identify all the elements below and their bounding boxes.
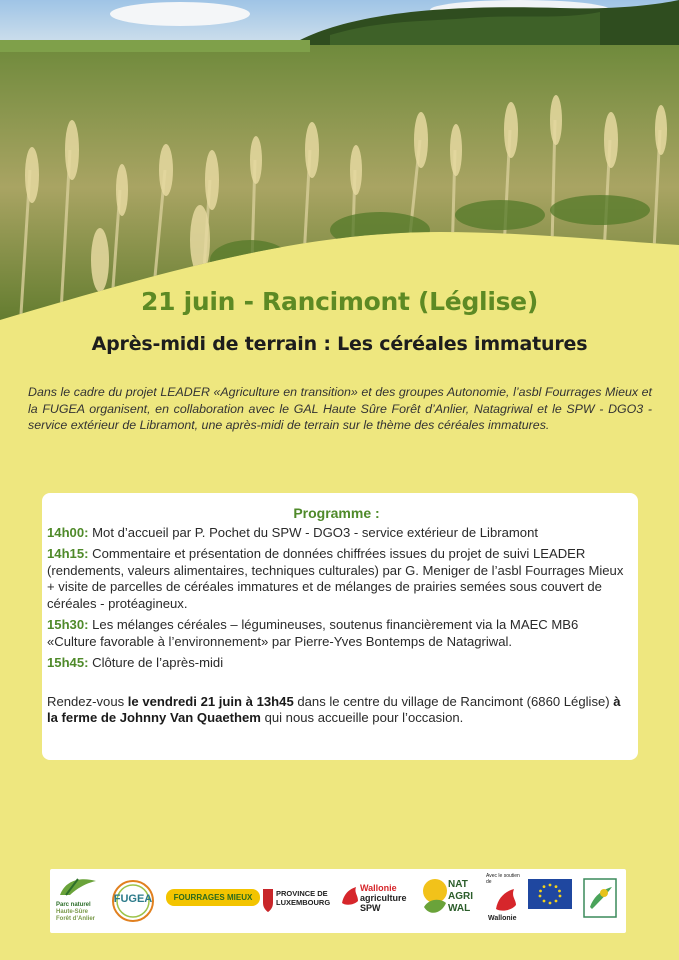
logo-text: WAL (448, 903, 471, 914)
eu-flag-logo (528, 879, 574, 923)
logo-text: AGRI (448, 891, 473, 902)
logo-text: Wallonie (360, 883, 397, 893)
logo-text: Wallonie (488, 915, 517, 922)
leader-logo (582, 877, 622, 927)
program-item (47, 546, 626, 612)
program-item (47, 617, 626, 650)
program-text: Clôture de l’après-midi (88, 655, 224, 670)
program-item (47, 525, 626, 542)
program-time: 14h00: (47, 524, 89, 540)
logo-text: Parc naturel (56, 902, 91, 908)
wheat-field-photo (0, 0, 679, 330)
event-title: 21 juin - Rancimont (Léglise) (141, 287, 538, 316)
leaf-icon (56, 875, 102, 897)
leader-icon (582, 877, 618, 921)
program-box (42, 493, 638, 760)
program-title: Programme : (293, 505, 380, 521)
program-text: Commentaire et présentation de données chiffrées issues du projet de suivi LEADER (rendements, valeurs alimentaires, techniques culturales) par G. Meniger de l’asbl Fourrages Mieux + visite de parcelles de céréales immatures et de mélanges de prairies semées sous couvert de céréales - protéagineux. (47, 546, 624, 611)
event-subtitle: Après-midi de terrain : Les céréales immatures (91, 333, 588, 355)
fugea-logo (104, 879, 164, 923)
logo-text: SPW (360, 903, 381, 913)
rooster-icon (340, 885, 360, 907)
logo-text: FOURRAGES MIEUX (166, 889, 260, 906)
rooster-icon (494, 887, 518, 913)
parc-naturel-logo (56, 875, 102, 927)
logo-text: Haute-Sûre (56, 909, 89, 915)
logo-text: Forêt d’Anlier (56, 916, 96, 922)
program-time: 14h15: (47, 546, 89, 561)
eu-flag-icon (528, 879, 572, 909)
rdv-place: à la ferme de Johnny Van Quaethem (47, 693, 621, 725)
logo-text: agriculture (360, 893, 407, 903)
program-time: 15h45: (47, 655, 89, 670)
partner-logos-bar (50, 869, 626, 933)
rdv-date: le vendredi 21 juin à 13h45 (127, 693, 294, 709)
logo-text: NAT (448, 879, 468, 890)
program-item (47, 655, 626, 672)
rdv-part: Rendez-vous (47, 693, 128, 709)
natagriwal-logo (422, 877, 472, 927)
province-luxembourg-logo (262, 887, 336, 917)
rdv-part: qui nous accueille pour l’occasion. (260, 710, 464, 725)
wallonie-agriculture-spw-logo (340, 883, 416, 923)
logo-text: LUXEMBOURG (276, 898, 331, 907)
program-time: 15h30: (47, 617, 89, 632)
crest-icon (262, 887, 274, 913)
program-text: Les mélanges céréales – légumineuses, soutenus financièrement via la MAEC MB6 «Culture favorable à l’environnement» par Pierre-Yves Bontemps de Natagriwal. (47, 617, 579, 649)
logo-text: FUGEA (113, 893, 153, 905)
rendezvous-text (47, 694, 626, 727)
logo-text: PROVINCE DE (276, 889, 328, 898)
program-text: Mot d’accueil par P. Pochet du SPW - DGO3 - service extérieur de Libramont (88, 524, 539, 540)
logo-text: Avec le soutien de (486, 873, 520, 885)
rdv-part: dans le centre du village de Rancimont (6860 Léglise) (293, 693, 614, 709)
natagriwal-leaf-icon (422, 877, 448, 925)
fourrages-mieux-logo (166, 889, 260, 911)
intro-paragraph: Dans le cadre du projet LEADER «Agriculture en transition» et des groupes Autonomie, l’asbl Fourrages Mieux et la FUGEA organisent, en collaboration avec le GAL Haute Sûre Forêt d’Anlier, Natagriwal et le SPW - DGO3 - service extérieur de Libramont, une après-midi de terrain sur le thème des céréales immatures. (28, 385, 652, 432)
wallonie-support-logo (486, 873, 526, 929)
